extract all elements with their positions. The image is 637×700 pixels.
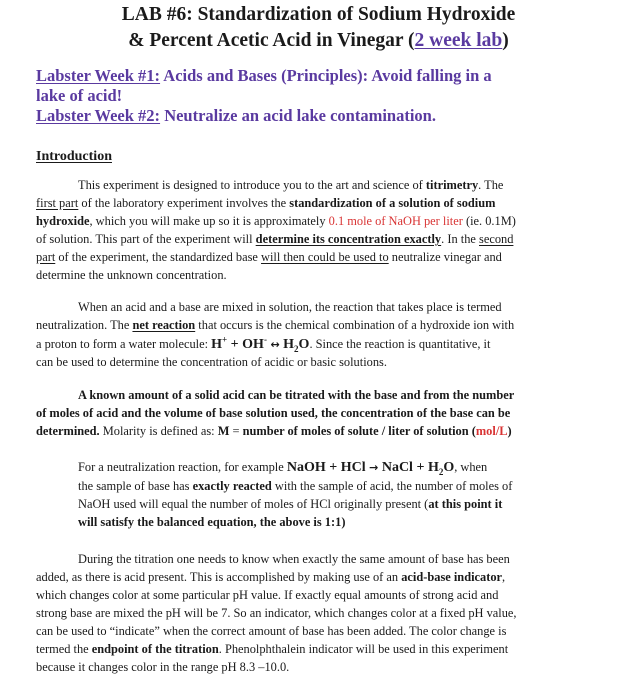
- labster-week2-text: Neutralize an acid lake contamination.: [160, 106, 436, 125]
- p3-line2: of moles of acid and the volume of base solution used, the concentration of the base can be: [36, 406, 511, 420]
- eq-h2o-sub: 2: [438, 466, 444, 477]
- p1-line6: determine the unknown concentration.: [36, 268, 227, 282]
- text: neutralization. The: [36, 318, 133, 332]
- text: (ie. 0.1M): [462, 214, 516, 228]
- title-line2-suffix: ): [502, 30, 509, 51]
- eq-h2o-sub: 2: [294, 343, 299, 354]
- text: ): [507, 424, 512, 438]
- mol-per-liter-unit: mol/L: [475, 424, 508, 438]
- text: , when: [454, 460, 488, 474]
- labster-week2-link[interactable]: Labster Week #2:: [36, 106, 161, 125]
- endpoint-term: endpoint of the titration: [91, 642, 219, 656]
- eq-plus: +: [412, 460, 428, 475]
- p2-line1: When an acid and a base are mixed in solution, the reaction that takes place is termed: [78, 300, 502, 314]
- eq-oh: OH: [242, 337, 264, 352]
- text: of the experiment, the standardized base: [55, 250, 262, 264]
- text: added, as there is acid present. This is accomplished by making use of an: [36, 570, 402, 584]
- titrimetry-term: titrimetry: [425, 178, 479, 192]
- standardization-term: standardization of a solution of sodium: [289, 196, 496, 210]
- p1-line4: [36, 231, 513, 247]
- text: that occurs is the chemical combination of a hydroxide ion with: [195, 318, 515, 332]
- p2-line4: can be used to determine the concentration of acidic or basic solutions.: [36, 355, 387, 369]
- concentration-highlight: 0.1 mole of NaOH per liter: [328, 214, 463, 228]
- p5-line2: [36, 569, 505, 585]
- part-term: part: [36, 250, 56, 264]
- text: neutralize vinegar and: [388, 250, 502, 264]
- p5-line4: strong base are mixed the pH will be 7. So an indicator, which changes color at a fixed pH value,: [36, 606, 517, 620]
- text: the sample of base has: [78, 479, 193, 493]
- p1-line1: [78, 177, 503, 193]
- hydroxide-term: hydroxide: [36, 214, 90, 228]
- net-reaction-term: net reaction: [132, 318, 196, 332]
- p4-line2: [78, 478, 512, 494]
- eq-h2o-h: H: [283, 337, 295, 352]
- molarity-definition: number of moles of solute / liter of solution: [242, 424, 469, 438]
- labster-week1-link[interactable]: Labster Week #1:: [36, 66, 161, 85]
- labster-week2: [36, 106, 436, 126]
- p5-line3: which changes color at some particular pH value. If exactly equal amounts of strong acid and: [36, 588, 499, 602]
- text: . Since the reaction is quantitative, it: [309, 337, 491, 351]
- text: Molarity is defined as:: [99, 424, 218, 438]
- eq-oh-charge: -: [263, 334, 267, 345]
- first-part-term: first part: [36, 196, 79, 210]
- text: termed the: [36, 642, 92, 656]
- eq-naoh: NaOH: [286, 460, 326, 475]
- exactly-reacted-term: exactly reacted: [192, 479, 272, 493]
- text: with the sample of acid, the number of moles of: [271, 479, 513, 493]
- labster-week1-text: Acids and Bases (Principles): Avoid falling in a: [160, 66, 492, 85]
- p3-line1: A known amount of a solid acid can be titrated with the base and from the number: [78, 388, 515, 402]
- lab-title-line2: [0, 29, 637, 53]
- eq-h2o-o: O: [298, 337, 310, 352]
- p4-line1: [78, 459, 487, 476]
- eq-nacl: NaCl: [381, 460, 413, 475]
- p5-line6: [36, 641, 508, 657]
- p1-line3: [36, 213, 516, 229]
- p2-line3: [36, 336, 490, 353]
- text: , which you will make up so it is approximately: [89, 214, 329, 228]
- balanced-note: at this point it: [428, 497, 503, 511]
- text: . Phenolphthalein indicator will be used in this experiment: [218, 642, 509, 656]
- text: NaOH used will equal the number of moles of HCl originally present (: [78, 497, 429, 511]
- p1-line5: [36, 249, 502, 265]
- p5-line1: During the titration one needs to know when exactly the same amount of base has been: [78, 552, 510, 566]
- text: . The: [478, 178, 504, 192]
- text: of the laboratory experiment involves the: [78, 196, 290, 210]
- labster-week1-cont: lake of acid!: [36, 86, 123, 105]
- text: This experiment is designed to introduce you to the art and science of: [78, 178, 426, 192]
- acid-base-indicator-term: acid-base indicator: [401, 570, 503, 584]
- eq-plus: +: [325, 460, 341, 475]
- p1-line2: [36, 195, 495, 211]
- p3-line3: [36, 423, 512, 439]
- introduction-heading: Introduction: [36, 149, 112, 164]
- molarity-symbol: M: [217, 424, 230, 438]
- p4-line3: [78, 496, 502, 512]
- p5-line5: can be used to “indicate” when the correct amount of base has been added. The color change is: [36, 624, 507, 638]
- p4-line4: will satisfy the balanced equation, the above is 1:1): [78, 515, 346, 529]
- text: a proton to form a water molecule:: [36, 337, 212, 351]
- eq-h-charge: +: [222, 334, 228, 345]
- determine-exactly-term: determine its concentration exactly: [255, 232, 442, 246]
- eq-h2o-o: O: [443, 460, 455, 475]
- eq-hcl: HCl: [340, 460, 366, 475]
- equilibrium-arrow-icon: ↔: [270, 338, 280, 351]
- hcl-equation: [287, 460, 454, 475]
- eq-h: H: [211, 337, 223, 352]
- title-line2-prefix: & Percent Acetic Acid in Vinegar (: [128, 30, 415, 51]
- text: =: [229, 424, 243, 438]
- text: of solution. This part of the experiment will: [36, 232, 256, 246]
- determined-term: determined.: [36, 424, 100, 438]
- eq-plus: +: [227, 337, 243, 352]
- p2-line2: [36, 317, 514, 333]
- labster-week1: [36, 66, 492, 86]
- second-term: second: [479, 232, 514, 246]
- text: ,: [502, 570, 506, 584]
- text: For a neutralization reaction, for example: [78, 460, 287, 474]
- lab-title-line1: LAB #6: Standardization of Sodium Hydroxide: [121, 4, 516, 25]
- will-then-term: will then could be used to: [261, 250, 389, 264]
- two-week-lab-link[interactable]: 2 week lab: [414, 30, 503, 51]
- neutralization-equation: [211, 334, 310, 354]
- reaction-arrow-icon: →: [369, 461, 379, 474]
- eq-h2o-h: H: [427, 460, 439, 475]
- p5-line7: because it changes color in the range pH 8.3 –10.0.: [36, 660, 290, 674]
- text: . In the: [441, 232, 479, 246]
- text: (: [468, 424, 476, 438]
